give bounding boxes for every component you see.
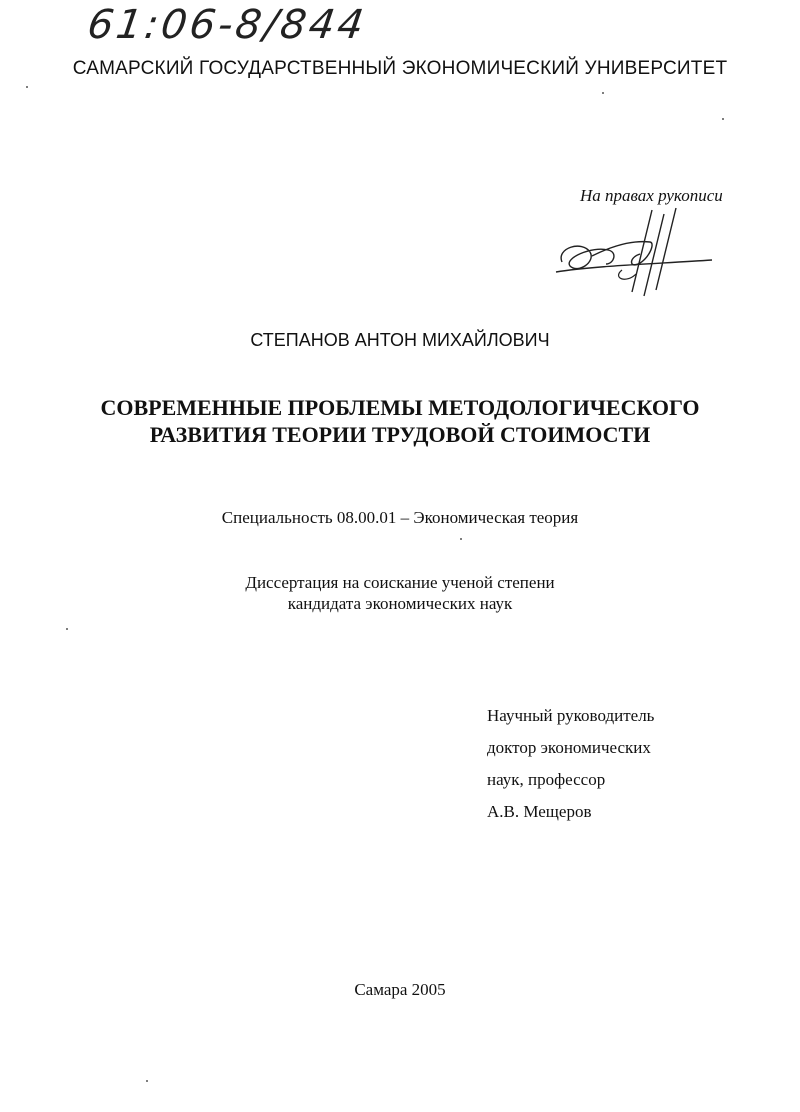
place-year: Самара 2005	[354, 980, 446, 999]
dissertation-title	[0, 394, 800, 448]
title-line-1: СОВРЕМЕННЫЕ ПРОБЛЕМЫ МЕТОДОЛОГИЧЕСКОГО	[100, 395, 700, 420]
archive-code: 61:06-8/844	[84, 2, 370, 48]
scan-speck	[26, 86, 28, 88]
manuscript-note: На правах рукописи	[580, 186, 723, 205]
supervisor-line-1: Научный руководитель	[487, 706, 655, 725]
degree-line-1: Диссертация на соискание ученой степени	[245, 573, 555, 592]
degree-statement	[0, 572, 800, 614]
degree-line-2: кандидата экономических наук	[287, 594, 513, 613]
scan-speck	[602, 92, 604, 94]
signature	[552, 200, 722, 300]
supervisor-line-4: А.В. Мещеров	[487, 802, 592, 821]
scan-speck	[460, 538, 462, 540]
scan-speck	[66, 628, 68, 630]
scan-speck	[146, 1080, 148, 1082]
supervisor-line-3: наук, профессор	[487, 770, 606, 789]
title-line-2: РАЗВИТИЯ ТЕОРИИ ТРУДОВОЙ СТОИМОСТИ	[149, 422, 651, 447]
author-name: СТЕПАНОВ АНТОН МИХАЙЛОВИЧ	[250, 330, 550, 350]
supervisor-block	[487, 700, 654, 828]
supervisor-line-2: доктор экономических	[487, 738, 651, 757]
specialty: Специальность 08.00.01 – Экономическая теория	[221, 508, 579, 527]
scan-speck	[722, 118, 724, 120]
university-name: САМАРСКИЙ ГОСУДАРСТВЕННЫЙ ЭКОНОМИЧЕСКИЙ УНИВЕРСИТЕТ	[72, 58, 728, 79]
